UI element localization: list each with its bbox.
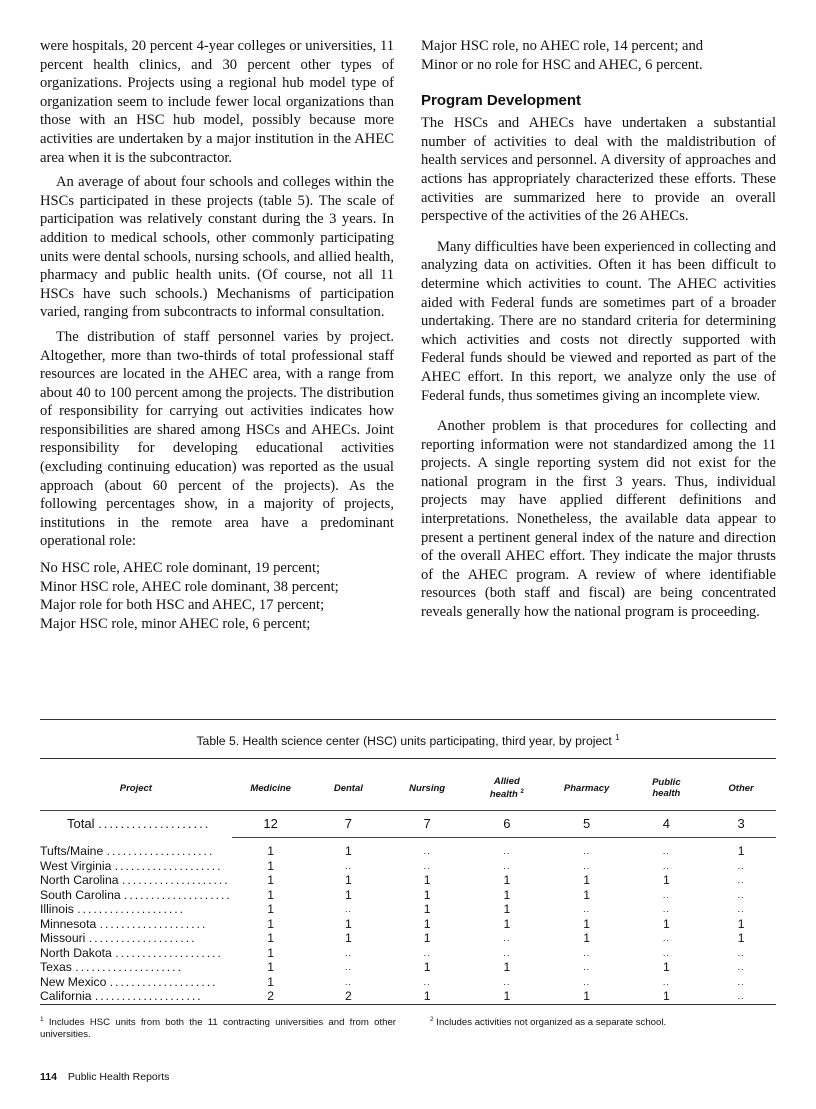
cell: 1 — [267, 887, 275, 902]
cell: 1 — [583, 989, 590, 1004]
table-row — [40, 859, 776, 874]
cell: .. — [503, 933, 511, 944]
cell: 1 — [737, 916, 745, 931]
cell: .. — [662, 904, 670, 915]
table-row — [40, 946, 776, 961]
cell: .. — [583, 976, 591, 987]
column-header-public-health: Public health — [627, 766, 707, 811]
cell: 1 — [662, 916, 670, 931]
publication-name: Public Health Reports — [67, 1071, 170, 1083]
project-name: New Mexico .................... — [40, 974, 218, 989]
cell: .. — [503, 947, 511, 958]
project-name: North Carolina .................... — [40, 873, 230, 888]
right-column — [421, 37, 776, 622]
cell: 1 — [267, 960, 275, 975]
table-row — [40, 975, 776, 990]
cell: 1 — [737, 931, 745, 946]
cell: 1 — [503, 887, 511, 902]
cell: .. — [583, 846, 591, 857]
project-name: Minnesota .................... — [40, 916, 208, 931]
table-row — [40, 917, 776, 932]
project-name: Illinois .................... — [40, 902, 185, 917]
cell: 1 — [662, 989, 670, 1004]
cell: 1 — [345, 873, 352, 888]
project-name: West Virginia .................... — [40, 858, 223, 873]
cell: .. — [737, 962, 745, 973]
cell: .. — [503, 860, 511, 871]
section-heading: Program Development — [421, 92, 582, 110]
cell: 4 — [627, 811, 707, 838]
cell: 1 — [583, 873, 590, 888]
cell: .. — [662, 846, 670, 857]
table-row — [40, 838, 776, 859]
list-item: Major role for both HSC and AHEC, 17 percent; — [40, 597, 325, 614]
cell: 1 — [423, 887, 431, 902]
cell: 1 — [345, 887, 352, 902]
list-item: Minor or no role for HSC and AHEC, 6 percent. — [421, 56, 703, 73]
table-row — [40, 960, 776, 975]
cell: .. — [344, 860, 352, 871]
cell: .. — [583, 904, 591, 915]
project-name: Tufts/Maine .................... — [40, 844, 215, 858]
cell: .. — [662, 933, 670, 944]
right-paragraph-1: The HSCs and AHECs have undertaken a substantial number of activities to deal with the maldistribution of health services and personnel. A diversity of approaches and actions has appropriately characterized these efforts. These activities are summarized here to provide an overall perspective of the activities of the 26 AHECs. — [421, 115, 776, 225]
cell: 7 — [310, 811, 388, 838]
list-item: Minor HSC role, AHEC role dominant, 38 percent; — [40, 578, 339, 595]
right-paragraph-2: Many difficulties have been experienced in collecting and analyzing data on activities. Often it has been difficult to determine which activities to count. The AHEC activities aided with Federal funds are sometimes part of a broader undertaking. There are no standard criteria for determining which activities and costs not directly supported with Federal funds should be viewed and reported as part of the AHEC effort. In this report, we analyze only the use of Federal funds, thus sometimes giving an incomplete view. — [421, 238, 776, 404]
cell: 1 — [345, 844, 352, 859]
table-row — [40, 902, 776, 917]
cell: 1 — [503, 902, 511, 917]
cell: .. — [503, 846, 511, 857]
table-total-row — [40, 811, 776, 838]
cell: .. — [583, 860, 591, 871]
cell: 1 — [662, 873, 670, 888]
cell: 1 — [583, 916, 590, 931]
cell: .. — [423, 947, 431, 958]
cell: .. — [344, 962, 352, 973]
left-paragraph-2: An average of about four schools and colleges within the HSCs participated in these projects (table 5). The scale of participation was relatively constant during the 3 years. In addition to medical schools, other commonly participating units were dental schools, nursing schools, and allied health, pharmacy and public health units. (Of course, not all 11 HSCs have such schools.) Mechanisms of participation varied, ranging from subcontracts to informal consultation. — [40, 174, 394, 321]
cell: 1 — [503, 873, 511, 888]
cell: 1 — [737, 844, 745, 859]
cell: 1 — [423, 989, 431, 1004]
cell: 7 — [387, 811, 467, 838]
cell: 1 — [662, 960, 670, 975]
cell: .. — [423, 860, 431, 871]
cell: 1 — [503, 916, 511, 931]
table-row — [40, 931, 776, 946]
cell: 1 — [423, 960, 431, 975]
list-item: Major HSC role, no AHEC role, 14 percent; and — [421, 38, 704, 54]
list-item: No HSC role, AHEC role dominant, 19 percent; — [40, 560, 321, 577]
cell: .. — [662, 976, 670, 987]
column-header-nursing: Nursing — [387, 766, 467, 811]
project-name: South Carolina .................... — [40, 887, 232, 902]
page-footer — [40, 1071, 169, 1083]
cell: 2 — [345, 989, 352, 1004]
cell: 12 — [232, 811, 310, 838]
cell: 1 — [267, 931, 275, 946]
cell: 1 — [583, 931, 590, 946]
cell: 3 — [706, 811, 776, 838]
cell: .. — [662, 947, 670, 958]
cell: .. — [423, 976, 431, 987]
cell: .. — [737, 991, 745, 1002]
table-bottom-rule — [40, 1004, 776, 1005]
total-label: Total .................... — [67, 816, 211, 832]
cell: 1 — [423, 902, 431, 917]
cell: 1 — [267, 858, 275, 873]
cell: 1 — [267, 945, 275, 960]
column-header-other: Other — [706, 766, 776, 811]
cell: .. — [737, 947, 745, 958]
cell: 2 — [267, 989, 275, 1004]
cell: .. — [662, 860, 670, 871]
hsc-units-table — [40, 766, 776, 1004]
cell: 1 — [423, 931, 431, 946]
cell: .. — [344, 947, 352, 958]
cell: .. — [344, 904, 352, 915]
left-paragraph-1: were hospitals, 20 percent 4-year colleges or universities, 11 percent health clinics, and 30 percent other types of organizations. Projects using a regional hub model type of organization seem to include fewer local organizations than those with an HSC hub model, possibly because more activities are undertaken by a major institution in the AHEC area when it is the subcontractor. — [40, 38, 394, 166]
cell: .. — [583, 962, 591, 973]
cell: .. — [423, 846, 431, 857]
column-header-project: Project — [40, 766, 232, 811]
table-row — [40, 989, 776, 1004]
cell: 1 — [503, 960, 511, 975]
table-header-rule — [40, 758, 776, 759]
page-number: 114 — [40, 1071, 57, 1083]
footnote-2: $^2$ Includes activities not organized as a separate school. — [430, 1016, 667, 1029]
table-top-rule — [40, 719, 776, 720]
cell: .. — [583, 947, 591, 958]
table-header-row — [40, 766, 776, 811]
footnote-mark: 1 — [615, 733, 620, 742]
cell: 1 — [267, 916, 275, 931]
list-item: Major HSC role, minor AHEC role, 6 percent; — [40, 615, 311, 632]
cell: 1 — [267, 974, 275, 989]
cell: 1 — [423, 916, 431, 931]
cell: 1 — [345, 931, 352, 946]
table-row — [40, 888, 776, 903]
cell: .. — [737, 875, 745, 886]
project-name: Texas .................... — [40, 960, 183, 975]
cell: .. — [662, 889, 670, 900]
table-title: Table 5. Health science center (HSC) units participating, third year, by project $^1$ — [196, 733, 620, 749]
table-body — [40, 838, 776, 1004]
cell: .. — [737, 889, 745, 900]
cell: .. — [344, 976, 352, 987]
right-paragraph-3: Another problem is that procedures for collecting and reporting information were not standardized among the 11 projects. A single reporting system did not exist for the national program in the first 3 years. Thus, individual projects may have applied different definitions and interpretations. Nonetheless, the available data appear to present a pertinent general index of the nature and direction of the overall AHEC effort. They indicate the major thrusts of the AHEC program. A review of where identifiable resources (both staff and fiscal) are being concentrated reveals generally how the national program is proceeding. — [421, 418, 776, 621]
left-column — [40, 37, 394, 633]
cell: .. — [737, 904, 745, 915]
column-header-medicine: Medicine — [232, 766, 310, 811]
cell: 6 — [467, 811, 547, 838]
cell: 1 — [345, 916, 352, 931]
table-row — [40, 873, 776, 888]
column-header-pharmacy: Pharmacy — [547, 766, 627, 811]
footnote-1: $^1$ Includes HSC units from both the 11 contracting universities and from other universities. — [40, 1016, 396, 1041]
project-name: Missouri .................... — [40, 931, 197, 946]
cell: .. — [737, 860, 745, 871]
cell: 1 — [583, 887, 590, 902]
column-header-allied-health: Allied health $^2$ — [467, 766, 547, 811]
cell: 1 — [267, 873, 275, 888]
cell: 1 — [423, 873, 431, 888]
role-percentage-list — [40, 559, 394, 633]
project-name: North Dakota .................... — [40, 945, 223, 960]
cell: .. — [737, 976, 745, 987]
project-name: California .................... — [40, 989, 203, 1004]
left-paragraph-3: The distribution of staff personnel varies by project. Altogether, more than two-thirds of total professional staff resources are located in the AHEC area, with a range from about 40 to 100 percent among the projects. The distribution of responsibility for carrying out activities indicates how responsibilities are shared among HSCs and AHECs. Joint responsibility for developing educational activities (excluding continuing education) was reported as the usual approach (about 60 percent of the projects). As the following percentages show, in a majority of projects, institutions in the remote area have a predominant operational role: — [40, 328, 394, 550]
cell: .. — [503, 976, 511, 987]
cell: 5 — [547, 811, 627, 838]
cell: 1 — [503, 989, 511, 1004]
cell: 1 — [267, 902, 275, 917]
cell: 1 — [267, 844, 275, 859]
column-header-dental: Dental — [310, 766, 388, 811]
